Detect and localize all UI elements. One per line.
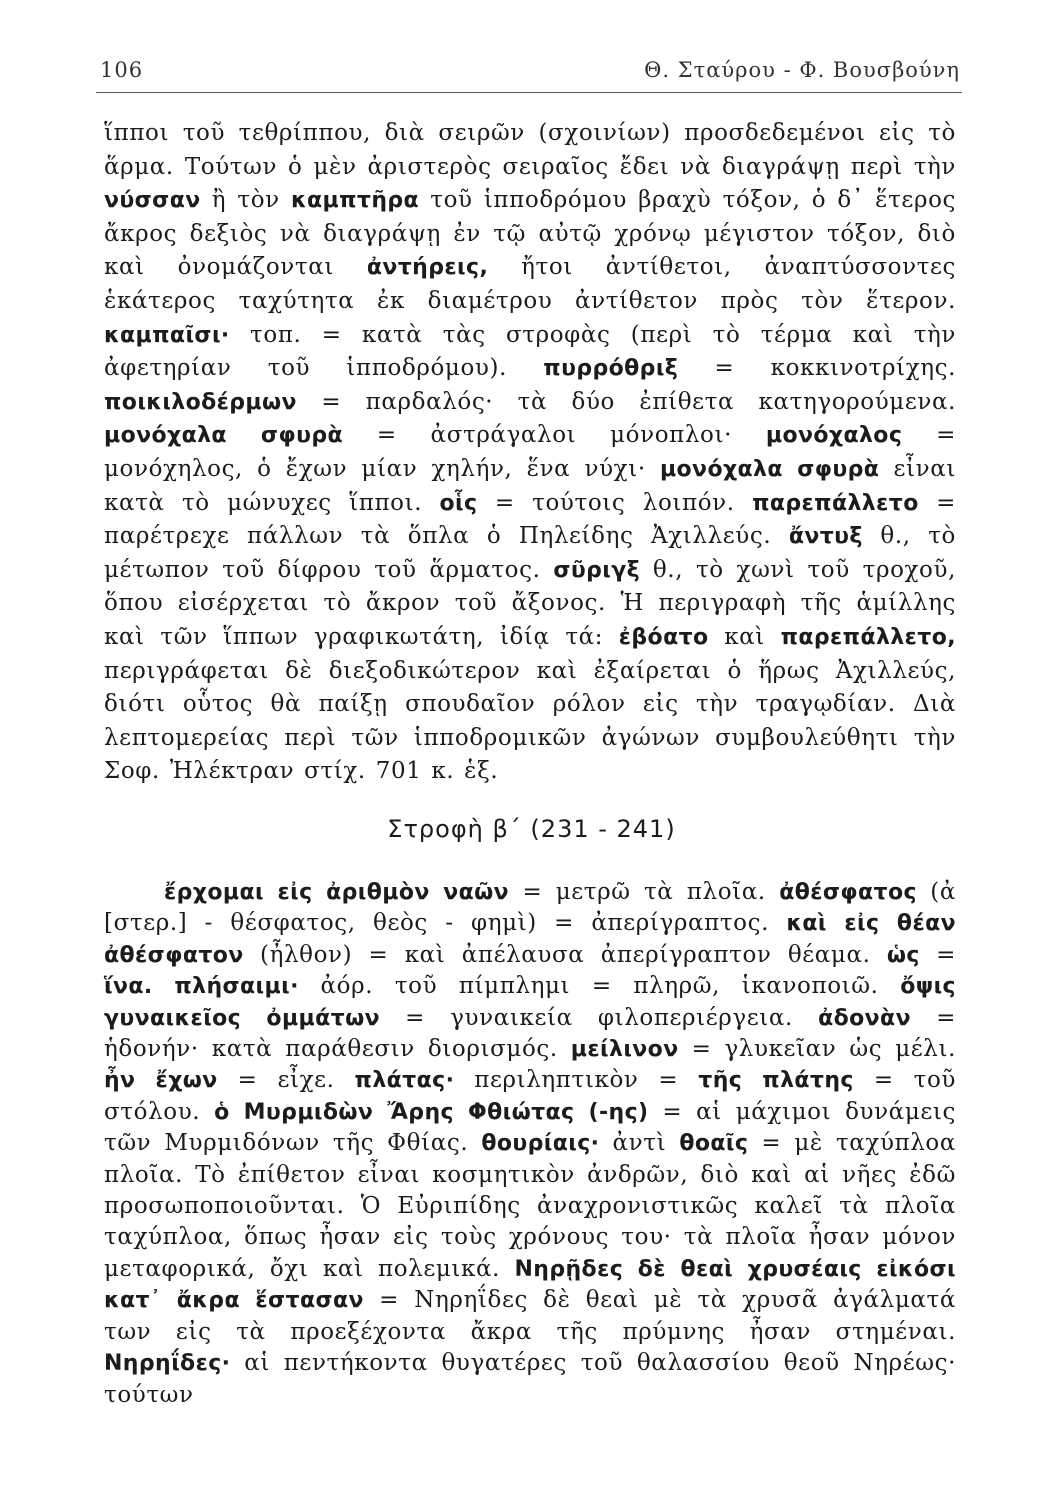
lemma-term: ἀντήρεις, [366, 255, 489, 281]
lemma-term: ἵνα. [104, 974, 153, 1000]
gloss-text: = γυναικεία φιλοπεριέργεια. [380, 1004, 819, 1031]
gloss-text: εἶναι κατὰ τὸ μώνυχες ἵπποι. [104, 455, 956, 516]
commentary-text-block-1 [104, 117, 956, 789]
gloss-text: (ἀ [στερ.] - θέσφατος, θεὸς - φημὶ) = ἀπερίγραπτος. [104, 879, 957, 937]
lemma-term: καὶ εἰς θέαν ἀθέσφατον [104, 911, 956, 968]
gloss-text: ἀντὶ [599, 1130, 680, 1157]
gloss-text: τοπ. = κατὰ τὰς στροφὰς (περὶ τὸ τέρμα καὶ τὴν ἀφετηρίαν τοῦ ἱπποδρόμου). [104, 321, 956, 382]
gloss-text: = μὲ ταχύπλοα πλοῖα. Τὸ ἐπίθετον εἶναι κοσμητικὸν ἀνδρῶν, διὸ καὶ αἱ νῆες ἐδῶ προσωποποιοῦνται. Ὁ Εὐριπίδης ἀναχρονιστικῶς καλεῖ τὰ πλοῖα ταχύπλοα, ὅπως ἦσαν εἰς τοὺς χρόνους του· τὰ πλοῖα ἦσαν μόνον μεταφορικά, ὄχι καὶ πολεμικά. [104, 1130, 956, 1282]
gloss-text: = εἶχε. [217, 1067, 355, 1094]
lemma-term: ἀθέσφατος [779, 880, 917, 905]
lemma-term: ἐβόατο [618, 624, 709, 650]
gloss-text [153, 973, 175, 999]
lemma-term: ὡς [886, 942, 920, 968]
lemma-term: τῆς πλάτης [698, 1068, 854, 1094]
commentary-text-block-2 [104, 877, 956, 1411]
lemma-term: Νηρηΐδες· [104, 1351, 231, 1377]
gloss-text: ἵπποι τοῦ τεθρίππου, διὰ σειρῶν (σχοινίων) προσδεδεμένοι εἰς τὸ ἅρμα. Τούτων ὁ μὲν ἀριστερὸς σειραῖος ἔδει νὰ διαγράψῃ περὶ τὴν [104, 120, 956, 180]
lemma-term: ἀδονὰν [818, 1005, 911, 1031]
gloss-text: = Νηρηΐδες δὲ θεαὶ μὲ τὰ χρυσᾶ ἀγάλματά των εἰς τὰ προεξέχοντα ἄκρα τῆς πρύμνης ἦσαν στημέναι. [104, 1287, 956, 1345]
lemma-term: ἔρχομαι εἰς ἀριθμὸν ναῶν [164, 880, 510, 905]
lemma-term: πλήσαιμι· [174, 974, 299, 1000]
page-number: 106 [100, 58, 144, 82]
gloss-text: = τοῦ στόλου. [104, 1067, 957, 1125]
gloss-text: καὶ [708, 623, 781, 650]
gloss-text: θ., τὸ μέτωπον τοῦ δίφρου τοῦ ἅρματος. [104, 523, 956, 583]
gloss-text: (ἦλθον) = καὶ ἀπέλαυσα ἀπερίγραπτον θέαμα. [243, 941, 887, 968]
lemma-term: μονόχαλα σφυρὰ [659, 456, 880, 482]
gloss-text: ἀόρ. τοῦ πίμπλημι = πληρῶ, ἱκανοποιῶ. [298, 973, 901, 1000]
commentary-paragraph-2 [104, 877, 956, 1411]
lemma-term: ἦν ἔχων [104, 1068, 218, 1094]
gloss-text: ἢ τὸν [200, 187, 291, 214]
gloss-text: = ἀστράγαλοι μόνοπλοι· [343, 422, 766, 449]
commentary-paragraph-1 [104, 117, 956, 789]
lemma-term: παρεπάλλετο, [780, 624, 956, 650]
gloss-text: = παρδαλός· τὰ δύο ἐπίθετα κατηγορούμενα. [296, 388, 956, 415]
gloss-text: θ., τὸ χωνὶ τοῦ τροχοῦ, ὅπου εἰσέρχεται τὸ ἄκρον τοῦ ἄξονος. Ἡ περιγραφὴ τῆς ἁμίλλης καὶ τῶν ἵππων γραφικωτάτη, ἰδίᾳ τά: [104, 556, 956, 650]
gloss-text: = γλυκεῖαν ὡς μέλι. [678, 1036, 956, 1063]
lemma-term: παρεπάλλετο [752, 490, 919, 516]
lemma-term: πυρρόθριξ [543, 356, 679, 382]
gloss-text: = παρέτρεχε πάλλων τὰ ὅπλα ὁ Πηλείδης Ἀχιλλεύς. [104, 489, 956, 550]
lemma-term: νύσσαν [104, 188, 201, 214]
lemma-term: οἷς [439, 490, 478, 516]
lemma-term: μείλινον [570, 1037, 679, 1063]
lemma-term: μονόχαλα σφυρὰ [104, 423, 343, 449]
gloss-text: ἤτοι ἀντίθετοι, ἀναπτύσσοντες ἑκάτερος ταχύτητα ἐκ διαμέτρου ἀντίθετον πρὸς τὸν ἕτερον. [104, 254, 957, 314]
lemma-term: θουρίαις· [481, 1131, 600, 1157]
gloss-text: αἱ πεντήκοντα θυγατέρες τοῦ θαλασσίου θεοῦ Νηρέως· τούτων [104, 1350, 956, 1408]
gloss-text: = [919, 941, 956, 968]
gloss-text: τοῦ ἱπποδρόμου βραχὺ τόξον, ὁ δ᾽ ἕτερος ἄκρος δεξιὸς νὰ διαγράψῃ ἐν τῷ αὐτῷ χρόνῳ μέγιστον τόξον, διὸ καὶ ὀνομάζονται [104, 187, 956, 281]
lemma-term: μονόχαλος [765, 423, 903, 449]
lemma-term: σῦριγξ [553, 557, 641, 583]
gloss-text: περιγράφεται δὲ διεξοδικώτερον καὶ ἐξαίρεται ὁ ἥρως Ἀχιλλεύς, διότι οὗτος θὰ παίξῃ σπουδαῖον ρόλον εἰς τὴν τραγῳδίαν. Διὰ λεπτομερείας περὶ τῶν ἱπποδρομικῶν ἀγώνων συμβουλεύθητι τὴν Σοφ. Ἠλέκτραν στίχ. 701 κ. ἑξ. [104, 657, 956, 785]
lemma-term: ἄντυξ [788, 524, 863, 550]
section-heading: Στροφὴ β΄ (231 - 241) [387, 815, 676, 843]
lemma-term: ὁ Μυρμιδὼν Ἄρης Φθιώτας (-ης) [214, 1099, 649, 1125]
lemma-term: ὄψις γυναικεῖος ὀμμάτων [104, 974, 956, 1031]
gloss-text: = τούτοις λοιπόν. [477, 489, 753, 516]
page-header [98, 50, 960, 90]
gloss-text: περιληπτικὸν = [454, 1067, 699, 1094]
gloss-text: = μονόχηλος, ὁ ἔχων μίαν χηλήν, ἕνα νύχι· [104, 422, 956, 482]
running-title: Θ. Σταύρου - Φ. Βουσβούνη [644, 58, 960, 82]
lemma-term: καμπτῆρα [290, 188, 420, 214]
gloss-text: = κοκκινοτρίχης. [678, 355, 957, 382]
lemma-term: ποικιλοδέρμων [104, 389, 297, 415]
header-rule [96, 92, 962, 93]
lemma-term: πλάτας· [354, 1068, 455, 1094]
gloss-text: = ἡδονήν· κατὰ παράθεσιν διορισμός. [104, 1004, 956, 1063]
lemma-term: Νηρῇδες δὲ θεαὶ χρυσέαις εἰκόσι κατ᾽ ἄκρα ἕστασαν [104, 1256, 956, 1314]
lemma-term: καμπαῖσι· [104, 322, 230, 348]
lemma-term: θοαῖς [679, 1131, 749, 1157]
gloss-text: = αἱ μάχιμοι δυνάμεις τῶν Μυρμιδόνων τῆς Φθίας. [104, 1098, 956, 1157]
gloss-text: = μετρῶ τὰ πλοῖα. [509, 879, 780, 905]
